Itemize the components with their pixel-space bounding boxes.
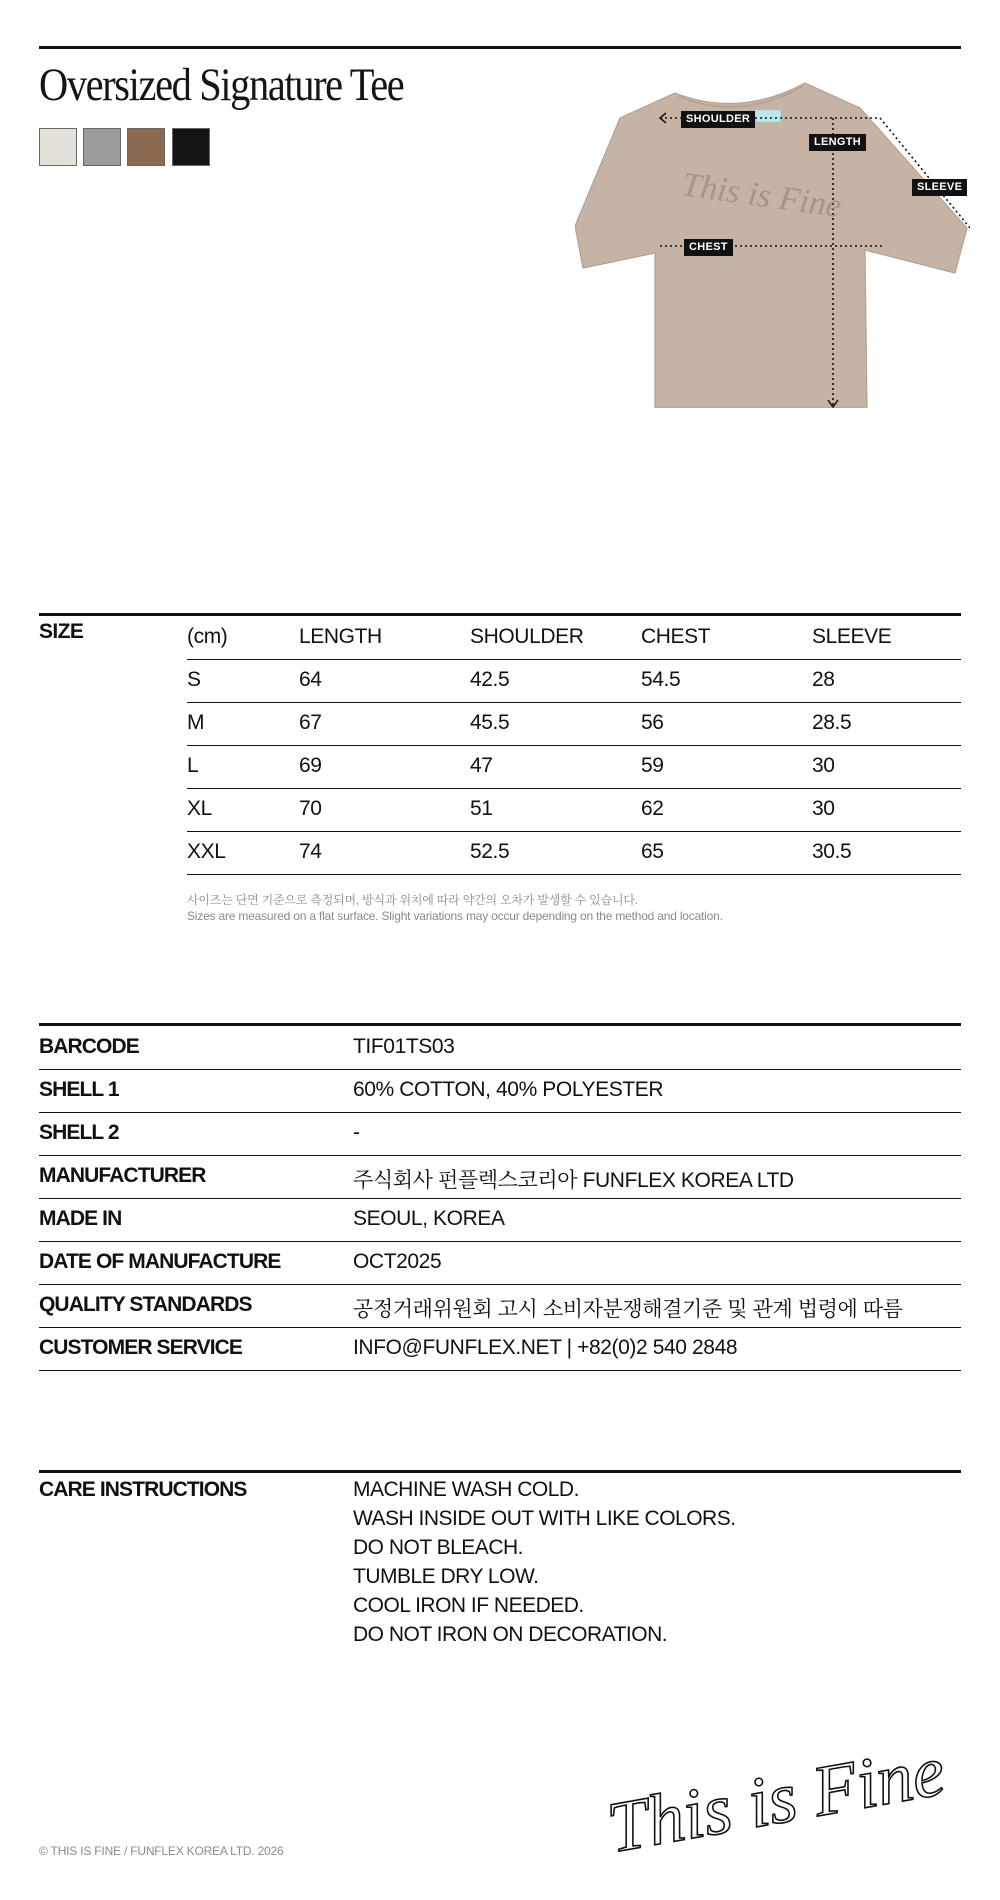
size-row-xl: [187, 788, 961, 832]
size-label: L: [187, 754, 199, 777]
size-note-korean: 사이즈는 단면 기준으로 측정되며, 방식과 위치에 따라 약간의 오차가 발생할 수 있습니다.: [187, 893, 638, 907]
shoulder-value: 42.5: [470, 668, 510, 691]
spec-row-barcode: [39, 1026, 961, 1070]
size-row-m: [187, 702, 961, 746]
care-line: COOL IRON IF NEEDED.: [353, 1594, 584, 1617]
chest-value: 59: [641, 754, 664, 777]
care-rule: [39, 1470, 961, 1473]
size-table-header: [187, 616, 961, 660]
spec-value: 60% COTTON, 40% POLYESTER: [353, 1078, 664, 1101]
care-heading: CARE INSTRUCTIONS: [39, 1478, 247, 1501]
col-chest: CHEST: [641, 625, 711, 648]
spec-value: 공정거래위원회 고시 소비자분쟁해결기준 및 관계 법령에 따름: [353, 1298, 903, 1321]
spec-key: BARCODE: [39, 1035, 139, 1058]
tag-sleeve: SLEEVE: [912, 179, 967, 196]
size-label: S: [187, 668, 201, 691]
spec-key: MANUFACTURER: [39, 1164, 206, 1187]
spec-key: QUALITY STANDARDS: [39, 1293, 252, 1316]
tag-shoulder: SHOULDER: [681, 111, 755, 128]
spec-row-made-in: [39, 1198, 961, 1242]
tshirt-print-text: This is Fine: [679, 166, 844, 226]
care-line: WASH INSIDE OUT WITH LIKE COLORS.: [353, 1507, 736, 1530]
brand-logo: [585, 1745, 970, 1865]
chest-value: 65: [641, 840, 664, 863]
chest-value: 56: [641, 711, 664, 734]
spec-value: TIF01TS03: [353, 1035, 455, 1058]
spec-key: MADE IN: [39, 1207, 122, 1230]
size-label: M: [187, 711, 205, 734]
spec-row-manufacturer: [39, 1155, 961, 1199]
color-swatch-cream[interactable]: [39, 128, 77, 166]
sleeve-value: 30.5: [812, 840, 852, 863]
size-label: XXL: [187, 840, 226, 863]
top-rule: [39, 46, 961, 49]
shoulder-value: 45.5: [470, 711, 510, 734]
chest-value: 62: [641, 797, 664, 820]
chest-value: 54.5: [641, 668, 681, 691]
sleeve-value: 30: [812, 754, 835, 777]
sleeve-value: 28.5: [812, 711, 852, 734]
size-row-xxl: [187, 831, 961, 875]
copyright: © THIS IS FINE / FUNFLEX KOREA LTD. 2026: [39, 1844, 284, 1858]
sleeve-value: 30: [812, 797, 835, 820]
spec-value: SEOUL, KOREA: [353, 1207, 505, 1230]
length-value: 64: [299, 668, 322, 691]
size-label: XL: [187, 797, 212, 820]
length-value: 70: [299, 797, 322, 820]
tag-length: LENGTH: [809, 134, 866, 151]
spec-value: OCT2025: [353, 1250, 442, 1273]
length-value: 67: [299, 711, 322, 734]
spec-value: -: [353, 1121, 360, 1144]
spec-row-customer-service: [39, 1327, 961, 1371]
spec-row-quality-standards: [39, 1284, 961, 1328]
brand-logo-text: This is Fine: [601, 1745, 951, 1865]
length-value: 74: [299, 840, 322, 863]
shoulder-value: 51: [470, 797, 493, 820]
size-note-english: Sizes are measured on a flat surface. Slight variations may occur depending on the method and location.: [187, 909, 723, 923]
spec-key: SHELL 2: [39, 1121, 119, 1144]
product-title: Oversized Signature Tee: [39, 59, 404, 111]
tshirt-illustration: [575, 78, 970, 408]
col-sleeve: SLEEVE: [812, 625, 892, 648]
spec-key: CUSTOMER SERVICE: [39, 1336, 243, 1359]
sleeve-value: 28: [812, 668, 835, 691]
spec-value: INFO@FUNFLEX.NET | +82(0)2 540 2848: [353, 1336, 738, 1359]
shoulder-value: 52.5: [470, 840, 510, 863]
care-line: MACHINE WASH COLD.: [353, 1478, 579, 1501]
col-length: LENGTH: [299, 625, 382, 648]
spec-value: 주식회사 펀플렉스코리아 FUNFLEX KOREA LTD: [353, 1169, 794, 1192]
size-row-s: [187, 659, 961, 703]
size-heading: SIZE: [39, 620, 84, 643]
color-swatch-black[interactable]: [172, 128, 210, 166]
care-line: DO NOT BLEACH.: [353, 1536, 523, 1559]
col-shoulder: SHOULDER: [470, 625, 584, 648]
length-value: 69: [299, 754, 322, 777]
brand-logo-script: [585, 1745, 970, 1865]
col-unit: (cm): [187, 625, 228, 648]
size-row-l: [187, 745, 961, 789]
spec-row-date-of-manufacture: [39, 1241, 961, 1285]
spec-row-shell-2: [39, 1112, 961, 1156]
color-swatch-gray[interactable]: [83, 128, 121, 166]
color-swatch-brown[interactable]: [127, 128, 165, 166]
care-line: TUMBLE DRY LOW.: [353, 1565, 539, 1588]
spec-key: DATE OF MANUFACTURE: [39, 1250, 281, 1273]
tag-chest: CHEST: [684, 239, 733, 256]
spec-row-shell-1: [39, 1069, 961, 1113]
shoulder-value: 47: [470, 754, 493, 777]
product-image: [575, 78, 970, 408]
care-line: DO NOT IRON ON DECORATION.: [353, 1623, 668, 1646]
spec-key: SHELL 1: [39, 1078, 119, 1101]
neck-label: [755, 110, 781, 122]
